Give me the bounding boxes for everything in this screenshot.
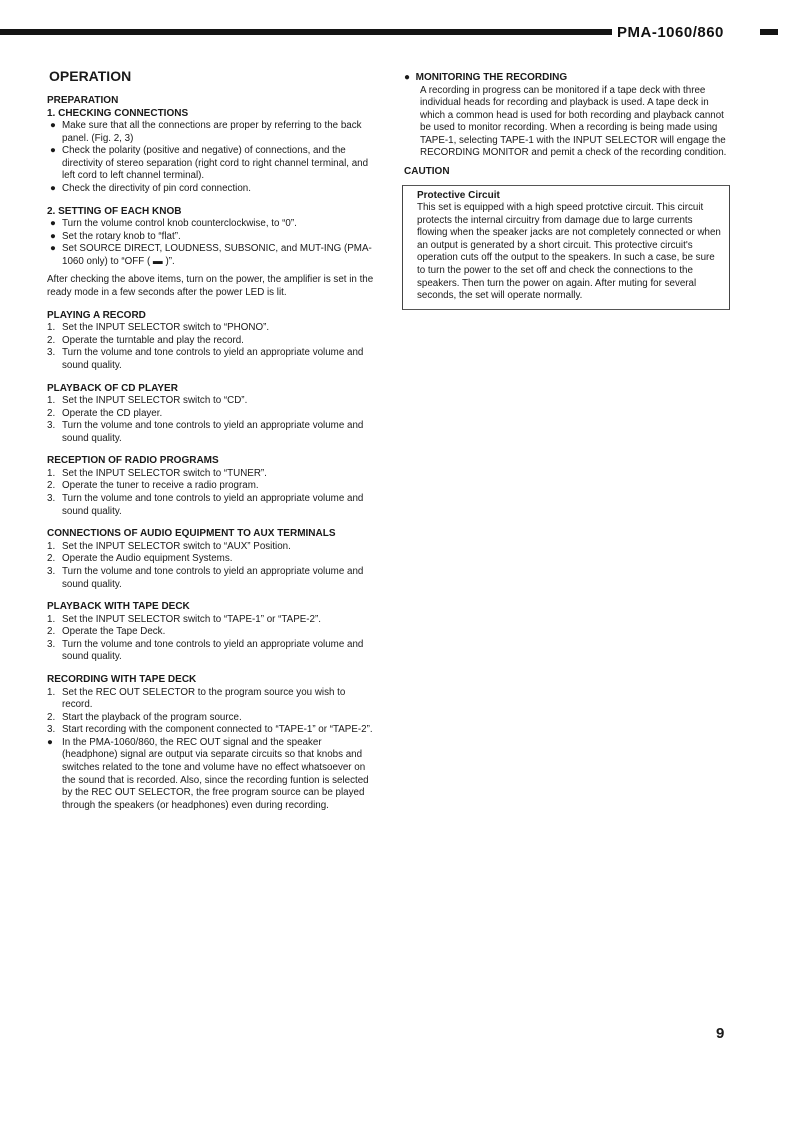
recording-heading: RECORDING WITH TAPE DECK (47, 674, 197, 685)
section-heading: PLAYING A RECORD (47, 309, 146, 321)
list-item: 3. Turn the volume and tone controls to yield an appropriate volume and sound quality. (47, 565, 364, 590)
list-item: ● Turn the volume control knob counterclockwise, to “0”. (50, 218, 297, 230)
protective-circuit-title: Protective Circuit (417, 189, 500, 201)
list-item: 1. Set the INPUT SELECTOR switch to “TUNER”. (47, 467, 267, 479)
recording-note (47, 737, 377, 813)
list-item: 2. Start the playback of the program source. (47, 711, 242, 723)
list-item: ● Set the rotary knob to “flat”. (50, 230, 181, 242)
list-item: 1. Set the INPUT SELECTOR switch to “TAPE-1” or “TAPE-2”. (47, 613, 321, 625)
header-rule (0, 29, 612, 35)
page-number: 9 (716, 1025, 725, 1042)
list-item: 1. Set the INPUT SELECTOR switch to “CD”. (47, 395, 248, 406)
left-column (47, 68, 377, 812)
list-item: 2. Operate the tuner to receive a radio program. (47, 480, 259, 492)
list-item: 1. Set the REC OUT SELECTOR to the program source you wish to record. (47, 686, 346, 711)
list-item: ● Check the polarity (positive and negative) of connections, and the directivity of stereo separation (right cord to right channel terminal, and left cord to left channel terminal). (50, 145, 369, 182)
section-steps (47, 468, 377, 518)
section-steps (47, 541, 377, 591)
list-item: 1. Set the INPUT SELECTOR switch to “AUX” Position. (47, 540, 291, 552)
protective-circuit-text: This set is equipped with a high speed protctive circuit. This circuit protects the internal circuitry from damage due to large currents flowing when the speaker jacks are not completely connected or when an output is generated by a short circuit. This protective circuit's operation cuts off the output to the speakers. In such a case, be sure to turn the power to the set off and check the connections to the speakers. Then turn the power on again. After muting for several seconds, the set will operate normally. (417, 202, 721, 302)
list-item: ● Set SOURCE DIRECT, LOUDNESS, SUBSONIC, and MUT-ING (PMA-1060 only) to “OFF ( ▬ )”. (50, 243, 372, 267)
checking-list (47, 120, 377, 196)
list-item: 2. Operate the CD player. (47, 407, 163, 419)
monitoring-heading: ● MONITORING THE RECORDING (404, 72, 568, 83)
section-heading: PLAYBACK WITH TAPE DECK (47, 601, 190, 613)
list-item: 1. Set the INPUT SELECTOR switch to “PHONO”. (47, 322, 270, 334)
list-item: 2. Operate the Audio equipment Systems. (47, 553, 233, 565)
section-heading: RECEPTION OF RADIO PROGRAMS (47, 455, 219, 467)
after-checking-text: After checking the above items, turn on the power, the amplifier is set in the ready mode in a few seconds after the power LED is lit. (47, 274, 374, 299)
preparation-heading: PREPARATION (47, 95, 119, 106)
section-heading: PLAYBACK OF CD PLAYER (47, 382, 178, 394)
section-steps (47, 395, 377, 445)
page-title: OPERATION (49, 68, 132, 84)
model-name: PMA-1060/860 (617, 24, 724, 41)
list-item: ● In the PMA-1060/860, the REC OUT signal and the speaker (headphone) signal are output via separate circuits so that knobs and switches related to the tone and volume have no effect whatsoever on the sound that is recorded. Also, since the recording funtion is selected by the REC OUT SELECTOR, the free program source can be played through the speakers (or headphones) even during recording. (47, 736, 369, 811)
right-column (404, 72, 732, 310)
list-item: 2. Operate the Tape Deck. (47, 626, 166, 638)
caution-box (402, 185, 730, 310)
list-item: 3. Start recording with the component connected to “TAPE-1” or “TAPE-2”. (47, 724, 373, 736)
monitoring-text: A recording in progress can be monitored if a tape deck with three individual heads for recording and playback is used. A tape deck in which a common head is used for both recording and playback cannot be used to monitor recording. When a recording is being made using TAPE-1, selecting TAPE-1 with the INPUT SELECTOR will engage the RECORDING MONITOR and pemit a check of the recording condition. (420, 84, 727, 159)
list-item: 3. Turn the volume and tone controls to yield an appropriate volume and sound quality. (47, 347, 364, 371)
header-rule-end (760, 29, 778, 35)
list-item: ● Make sure that all the connections are proper by referring to the back panel. (Fig. 2, 3) (50, 120, 362, 144)
section-heading: CONNECTIONS OF AUDIO EQUIPMENT TO AUX TERMINALS (47, 528, 336, 540)
list-item: 3. Turn the volume and tone controls to yield an appropriate volume and sound quality. (47, 638, 364, 663)
section-steps (47, 322, 377, 372)
list-item: ● Check the directivity of pin cord connection. (50, 182, 251, 194)
section-steps (47, 614, 377, 664)
caution-heading: CAUTION (404, 166, 450, 178)
list-item: 3. Turn the volume and tone controls to yield an appropriate volume and sound quality. (47, 493, 364, 517)
list-item: 3. Turn the volume and tone controls to yield an appropriate volume and sound quality. (47, 420, 364, 444)
list-item: 2. Operate the turntable and play the record. (47, 334, 244, 346)
knob-list (47, 218, 377, 268)
checking-connections-heading: 1. CHECKING CONNECTIONS (47, 107, 189, 119)
setting-knob-heading: 2. SETTING OF EACH KNOB (47, 205, 182, 217)
recording-steps (47, 687, 377, 737)
header-bar (0, 24, 787, 41)
